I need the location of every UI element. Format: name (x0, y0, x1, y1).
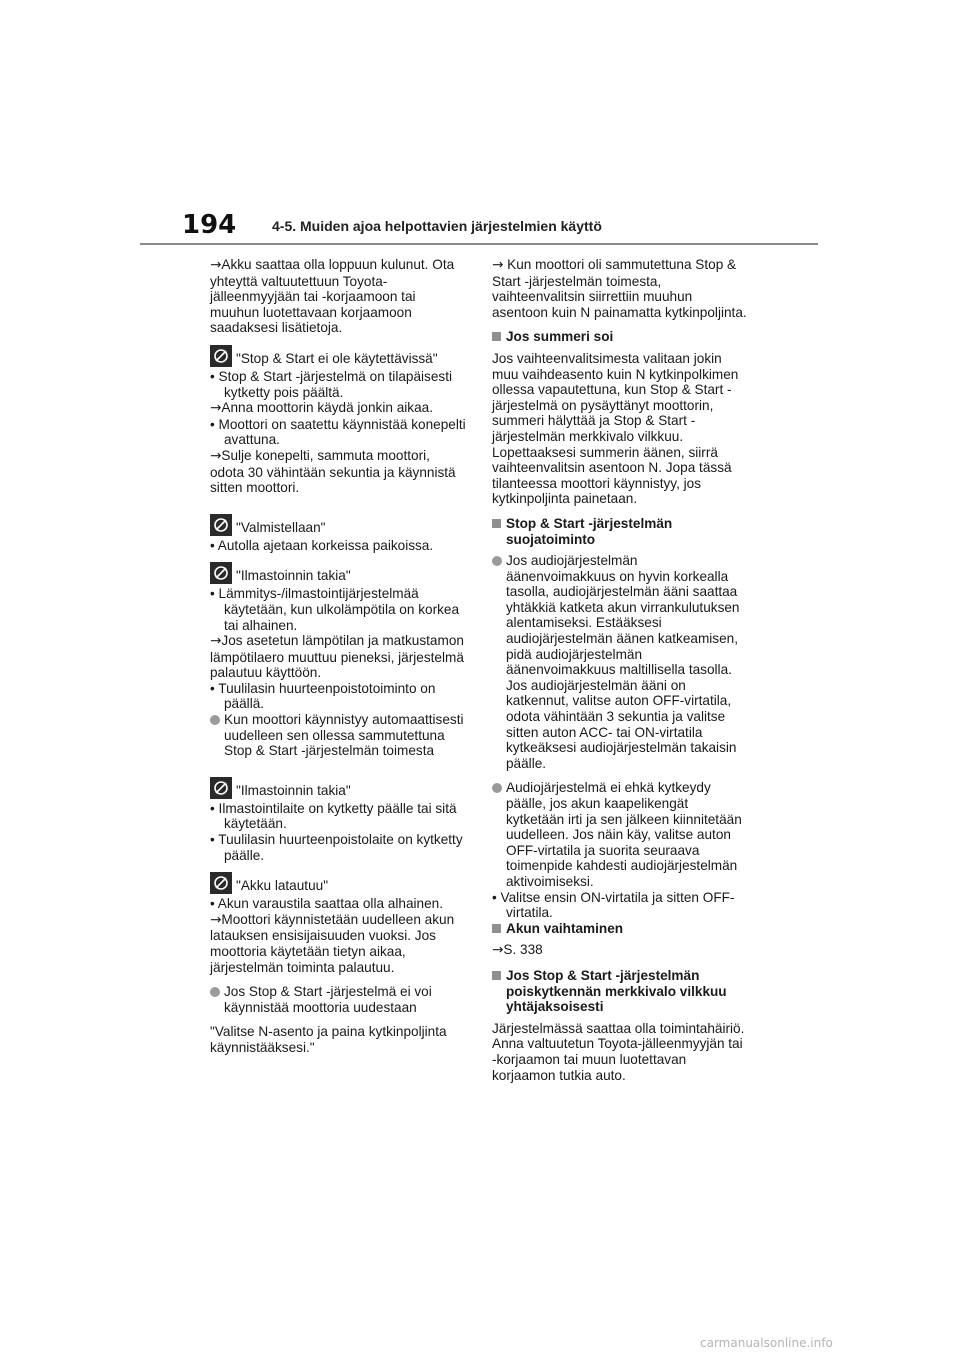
footer-watermark: carmanualsonline.info (700, 1336, 833, 1350)
bullet-item: • Stop & Start -järjestelmä on tilapäisesti kytketty pois päältä. (210, 368, 452, 400)
square-heading-icon (492, 519, 501, 528)
display-message (210, 345, 466, 367)
paragraph: Järjestelmässä saattaa olla toimintahäiriö. Anna valtuutetun Toyota-jälleenmyyjän tai -korjaamon tai muun luotettavan korjaamon tutkia auto. (492, 1020, 745, 1083)
display-message (210, 872, 466, 894)
paragraph: "Valitse N-asento ja paina kytkinpoljinta käynnistääksesi." (210, 1024, 447, 1055)
message-text: "Ilmastoinnin takia" (236, 782, 351, 798)
paragraph: → Kun moottori oli sammutettuna Stop & Start -järjestelmän toimesta, vaihteenvalitsin siirrettiin muuhun asentoon kuin N painamatta kytkinpoljinta. (492, 257, 747, 320)
left-column (210, 257, 466, 1065)
header-divider (140, 243, 818, 245)
bullet-item: • Valitse ensin ON-virtatila ja sitten OFF-virtatila. (492, 889, 735, 921)
display-message (210, 562, 466, 584)
paragraph: Jos vaihteenvalitsimesta valitaan jokin muu vaihdeasento kuin N kytkinpolkimen ollessa vapautettuna, kun Stop & Start -järjestelmä on pysäyttänyt moottorin, summeri hälyttää ja Stop & Start -järjestelmän merkkivalo vilkkuu. Lopettaaksesi summerin äänen, siirrä vaihteenvalitsin asentoon N. Jopa tässä tilanteessa moottori käynnistyy, jos kytkinpoljinta painetaan. (492, 350, 739, 507)
bullet-item: • Akun varaustila saattaa olla alhainen. (210, 896, 443, 912)
section-heading: Akun vaihtaminen (492, 921, 748, 937)
bullet-item: • Tuulilasin huurteenpoistolaite on kytketty päälle. (210, 832, 463, 863)
warning-display-icon (210, 562, 232, 584)
bullet-item: • Moottori on saatettu käynnistää konepelti avattuna. (210, 416, 466, 448)
right-column (492, 257, 748, 1092)
message-text: "Ilmastoinnin takia" (236, 568, 351, 584)
bullet-item: • Tuulilasin huurteenpoistotoiminto on päällä. (210, 680, 436, 712)
square-heading-icon (492, 332, 501, 341)
list-item: Kun moottori käynnistyy automaattisesti uudelleen sen ollessa sammutettuna Stop & Start -järjestelmän toimesta (210, 712, 466, 759)
message-text: "Akku latautuu" (236, 878, 329, 894)
paragraph: →Sulje konepelti, sammuta moottori, odota 30 vähintään sekuntia ja käynnistä sitten moottori. (210, 447, 456, 496)
bullet-item: • Autolla ajetaan korkeissa paikoissa. (210, 537, 434, 553)
paragraph: →Anna moottorin käydä jonkin aikaa. (210, 400, 433, 417)
list-item: Audiojärjestelmä ei ehkä kytkeydy päälle, jos akun kaapelikengät kytketään irti ja sen jälkeen kiinnitetään uudelleen. Jos näin käy, valitse auton OFF-virtatila ja suorita seuraava toimenpide kahdesti audiojärjestelmän aktivoimiseksi. (492, 780, 748, 889)
list-item: Jos audiojärjestelmän äänenvoimakkuus on hyvin korkealla tasolla, audiojärjestelmän ääni saattaa yhtäkkiä katketa akun virrankulutuksen alentamiseksi. Estääksesi audiojärjestelmän äänen katkeamisen, pidä audiojärjestelmän äänenvoimakkuus maltillisella tasolla. Jos audiojärjestelmän ääni on katkennut, valitse auton OFF-virtatila, odota vähintään 3 sekuntia ja valitse sitten auton ACC- tai ON-virtatila kytkeäksesi audiojärjestelmän takaisin päälle. (492, 553, 748, 771)
page-number: 194 (182, 210, 237, 240)
circle-bullet-icon (492, 783, 502, 793)
page-reference: →S. 338 (492, 942, 543, 959)
paragraph: →Moottori käynnistetään uudelleen akun latauksen ensisijaisuuden vuoksi. Jos moottoria käytetään tietyn aikaa, järjestelmän toiminta palautuu. (210, 911, 455, 975)
arrow-icon: → (210, 400, 222, 417)
message-text: "Stop & Start ei ole käytettävissä" (236, 350, 438, 366)
section-heading: Jos Stop & Start -järjestelmän poiskytkennän merkkivalo vilkkuu yhtäjaksoisesti (492, 968, 748, 1015)
section-heading: Jos summeri soi (492, 329, 748, 345)
circle-bullet-icon (210, 987, 220, 997)
arrow-icon: → (492, 942, 504, 959)
arrow-icon: → (210, 257, 222, 273)
square-heading-icon (492, 924, 501, 933)
paragraph: →Akku saattaa olla loppuun kulunut. Ota yhteyttä valtuutettuun Toyota-jälleenmyyjään tai -korjaamoon tai muuhun luotettavaan korjaamoon saadaksesi lisätietoja. (210, 257, 455, 336)
bullet-item: • Ilmastointilaite on kytketty päälle tai sitä käytetään. (210, 800, 457, 832)
display-message (210, 514, 466, 536)
arrow-icon: → (210, 447, 222, 464)
page-header (0, 0, 960, 250)
square-heading-icon (492, 971, 501, 980)
arrow-icon: → (210, 911, 222, 928)
warning-display-icon (210, 872, 232, 894)
section-title: 4-5. Muiden ajoa helpottavien järjestelmien käyttö (272, 218, 602, 234)
bullet-item: • Lämmitys-/ilmastointijärjestelmää käytetään, kun ulkolämpötila on korkea tai alhainen. (210, 586, 460, 633)
warning-display-icon (210, 345, 232, 367)
circle-bullet-icon (210, 715, 220, 725)
display-message (210, 777, 466, 799)
paragraph: →Jos asetetun lämpötilan ja matkustamon lämpötilaero muuttuu pieneksi, järjestelmä palautuu käyttöön. (210, 633, 464, 681)
list-item: Jos Stop & Start -järjestelmä ei voi käynnistää moottoria uudestaan (210, 984, 466, 1015)
warning-display-icon (210, 777, 232, 799)
arrow-icon: → (210, 633, 222, 650)
message-text: "Valmistellaan" (236, 519, 326, 535)
arrow-icon: → (492, 257, 504, 273)
section-heading: Stop & Start -järjestelmän suojatoiminto (492, 516, 748, 547)
circle-bullet-icon (492, 556, 502, 566)
warning-display-icon (210, 514, 232, 536)
